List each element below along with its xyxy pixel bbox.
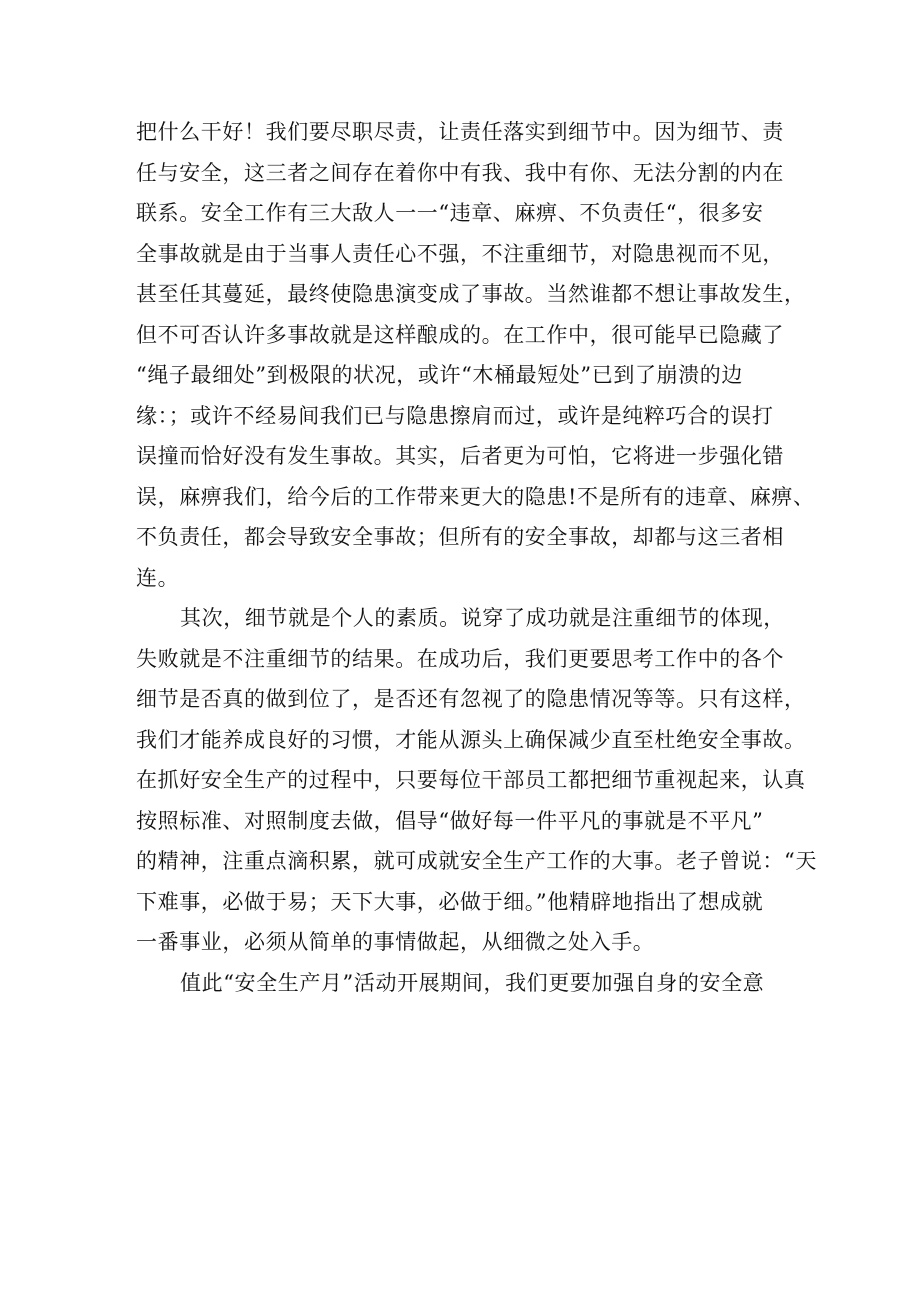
text-line: 一番事业，必须从简单的事情做起，从细微之处入手。 bbox=[136, 930, 655, 954]
text-line: 其次，细节就是个人的素质。说穿了成功就是注重细节的体现， bbox=[180, 606, 785, 630]
body-text bbox=[136, 112, 817, 1003]
text-line: 任与安全，这三者之间存在着你中有我、我中有你、无法分割的内在 bbox=[136, 160, 784, 185]
text-line: 我们才能养成良好的习惯，才能从源头上确保减少直至杜绝安全事故。 bbox=[136, 727, 806, 752]
text-line: 把什么干好！我们要尽职尽责，让责任落实到细节中。因为细节、责 bbox=[136, 120, 784, 144]
text-line: 的精神，注重点滴积累，就可成就安全生产工作的大事。老子曾说：“天 bbox=[136, 849, 817, 873]
text-line: 联系。安全工作有三大敌人一一“违章、麻痹、不负责任“，很多安 bbox=[136, 201, 764, 225]
text-line: 细节是否真的做到位了，是否还有忽视了的隐患情况等等。只有这样， bbox=[136, 687, 806, 711]
text-line: 按照标准、对照制度去做，倡导“做好每一件平凡的事就是不平凡” bbox=[136, 808, 764, 833]
text-line: “绳子最细处”到极限的状况，或许“木桶最短处”已到了崩溃的边 bbox=[136, 363, 743, 387]
text-line: 甚至任其蔓延，最终使隐患演变成了事故。当然谁都不想让事故发生， bbox=[136, 282, 806, 306]
paragraph-safety-month bbox=[136, 963, 796, 1004]
text-line: 失败就是不注重细节的结果。在成功后，我们更要思考工作中的各个 bbox=[136, 646, 784, 671]
text-line: 但不可否认许多事故就是这样酿成的。在工作中，很可能早已隐藏了 bbox=[136, 322, 784, 347]
text-line: 连。 bbox=[136, 565, 180, 590]
text-line: 误撞而恰好没有发生事故。其实，后者更为可怕，它将进一步强化错 bbox=[136, 444, 784, 468]
text-line: 不负责任，都会导致安全事故；但所有的安全事故，却都与这三者相 bbox=[136, 525, 784, 549]
paragraph-personal-quality bbox=[136, 598, 817, 963]
text-line: 在抓好安全生产的过程中，只要每位干部员工都把细节重视起来，认真 bbox=[136, 768, 806, 792]
text-line: 全事故就是由于当事人责任心不强，不注重细节，对隐患视而不见， bbox=[136, 241, 784, 266]
paragraph-responsibility bbox=[136, 112, 815, 598]
text-line: 值此“安全生产月”活动开展期间，我们更要加强自身的安全意 bbox=[180, 970, 765, 995]
text-line: 下难事，必做于易；天下大事，必做于细。”他精辟地指出了想成就 bbox=[136, 889, 764, 914]
text-line: 缘：；或许不经易间我们已与隐患擦肩而过，或许是纯粹巧合的误打 bbox=[136, 403, 774, 428]
text-line: 误，麻痹我们，给今后的工作带来更大的隐患!不是所有的违章、麻痹、 bbox=[136, 484, 815, 509]
